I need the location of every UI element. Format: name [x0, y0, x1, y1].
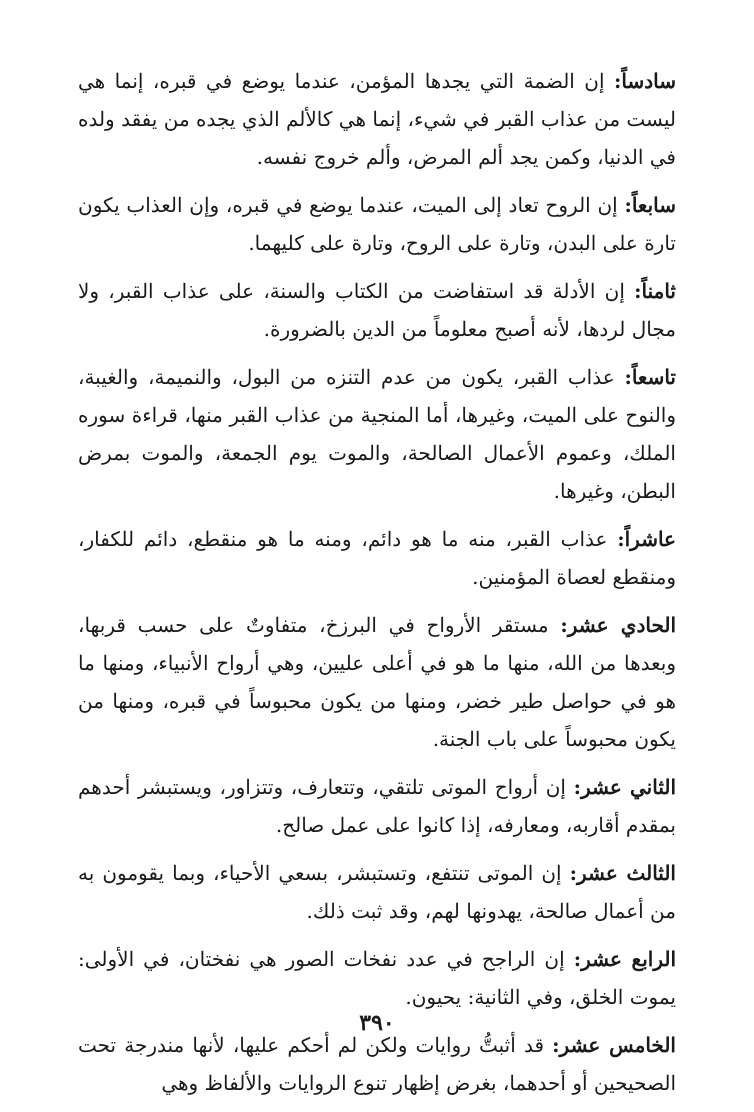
paragraph-lead: سابعاً: [624, 193, 676, 217]
paragraph-lead: الثاني عشر: [573, 775, 676, 799]
paragraph-lead: ثامناً: [634, 279, 676, 303]
paragraph-15 [78, 1026, 676, 1102]
paragraph-9 [78, 358, 676, 510]
paragraph-text: إن الراجح في عدد نفخات الصور هي نفختان، في الأولى: يموت الخلق، وفي الثانية: يحيون. [78, 947, 676, 1009]
page-body [78, 62, 676, 1112]
paragraph-6 [78, 62, 676, 176]
paragraph-text: إن أرواح الموتى تلتقي، وتتعارف، وتتزاور، ويستبشر أحدهم بمقدم أقاربه، ومعارفه، إذا كانوا على عمل صالح. [78, 775, 676, 837]
paragraph-8 [78, 272, 676, 348]
paragraph-lead: الخامس عشر: [552, 1033, 676, 1057]
paragraph-lead: الثالث عشر: [569, 861, 676, 885]
paragraph-text: إن الروح تعاد إلى الميت، عندما يوضع في قبره، وإن العذاب يكون تارة على البدن، وتارة على الروح، وتارة على كليهما. [78, 193, 676, 255]
paragraph-lead: الحادي عشر: [560, 613, 677, 637]
paragraph-13 [78, 854, 676, 930]
paragraph-text: إن الموتى تنتفع، وتستبشر، بسعي الأحياء، وبما يقومون به من أعمال صالحة، يهدونها لهم، وقد ثبت ذلك. [78, 861, 676, 923]
paragraph-text: عذاب القبر، يكون من عدم التنزه من البول، والنميمة، والغيبة، والنوح على الميت، وغيرها، أما المنجية من عذاب القبر منها، قراءة سوره الملك، وعموم الأعمال الصالحة، والموت يوم الجمعة، والموت بمرض البطن، وغيرها. [78, 365, 676, 503]
paragraph-7 [78, 186, 676, 262]
paragraph-14 [78, 940, 676, 1016]
paragraph-text: قد أثبتُّ روايات ولكن لم أحكم عليها، لأنها مندرجة تحت الصحيحين أو أحدهما، بغرض إظهار تنوع الروايات والألفاظ وهي [78, 1033, 676, 1095]
paragraph-text: إن الأدلة قد استفاضت من الكتاب والسنة، على عذاب القبر، ولا مجال لردها، لأنه أصبح معلوماً من الدين بالضرورة. [78, 279, 676, 341]
paragraph-12 [78, 768, 676, 844]
paragraph-text: عذاب القبر، منه ما هو دائم، ومنه ما هو منقطع، دائم للكفار، ومنقطع لعصاة المؤمنين. [78, 527, 676, 589]
paragraph-lead: سادساً: [614, 69, 676, 93]
paragraph-11 [78, 606, 676, 758]
paragraph-10 [78, 520, 676, 596]
paragraph-text: إن الضمة التي يجدها المؤمن، عندما يوضع في قبره، إنما هي ليست من عذاب القبر في شيء، إنما هي كالألم الذي يجده من يفقد ولده في الدنيا، وكمن يجد ألم المرض، وألم خروج نفسه. [77, 69, 676, 169]
paragraph-lead: تاسعاً: [624, 365, 676, 389]
paragraph-text: مستقر الأرواح في البرزخ، متفاوتٌ على حسب قربها، وبعدها من الله، منها ما هو في أعلى عليين، وهي أرواح الأنبياء، ومنها ما هو في حواصل طير خضر، ومنها من يكون محبوساً في قبره، ومنها من يكون محبوساً على باب الجنة. [78, 613, 676, 751]
page-number: ٣٩٠ [359, 1010, 395, 1036]
paragraph-lead: الرابع عشر: [573, 947, 676, 971]
paragraph-lead: عاشراً: [617, 527, 676, 551]
